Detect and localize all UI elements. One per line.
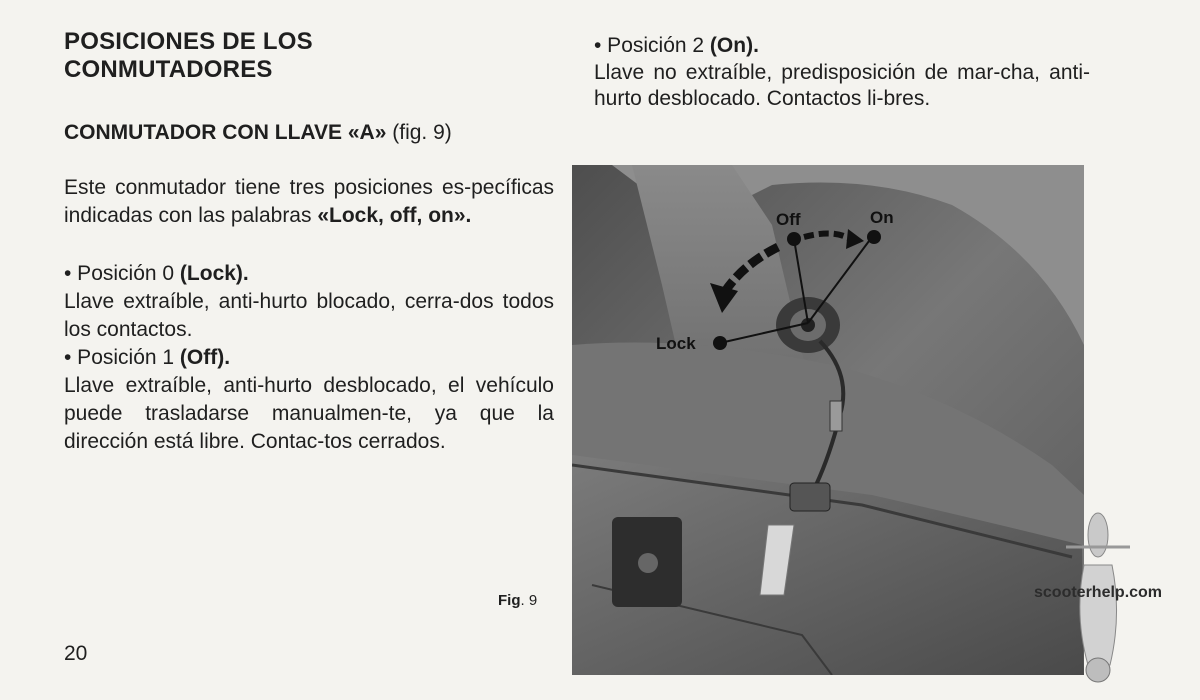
ignition-switch-illustration bbox=[572, 165, 1084, 675]
position-1-text: Llave extraíble, anti-hurto desblocado, el vehículo puede trasladarse manualmen-te, ya que la dirección está libre. Contac-tos cerrados. bbox=[64, 374, 554, 453]
lock-position-dot bbox=[713, 336, 727, 350]
position-2-heading: • Posición 2 (On). bbox=[594, 34, 759, 57]
figure-caption: Fig. 9 bbox=[498, 592, 538, 609]
position-1-heading: • Posición 1 (Off). bbox=[64, 346, 231, 369]
left-column bbox=[64, 28, 554, 456]
right-column bbox=[594, 32, 1090, 112]
on-position-dot bbox=[867, 230, 881, 244]
position-0-heading: • Posición 0 (Lock). bbox=[64, 262, 249, 285]
position-2-text: Llave no extraíble, predisposición de mar-cha, anti-hurto desblocado. Contactos li-bres. bbox=[594, 61, 1090, 110]
section-heading: POSICIONES DE LOS CONMUTADORES bbox=[64, 28, 313, 83]
watermark-text: scooterhelp.com bbox=[1034, 584, 1163, 601]
position-0-text: Llave extraíble, anti-hurto blocado, cerra-dos todos los contactos. bbox=[64, 290, 554, 341]
on-label: On bbox=[870, 208, 894, 227]
figure-reference: (fig. 9) bbox=[392, 121, 452, 144]
off-position-dot bbox=[787, 232, 801, 246]
intro-paragraph: Este conmutador tiene tres posiciones es-pecíficas indicadas con las palabras «Lock, off, on». bbox=[64, 176, 554, 227]
figure-9-photo bbox=[572, 165, 1084, 675]
subsection-heading: CONMUTADOR CON LLAVE «A» (fig. 9) bbox=[64, 121, 452, 144]
off-label: Off bbox=[776, 210, 801, 229]
lock-label: Lock bbox=[656, 334, 696, 353]
page-number: 20 bbox=[64, 642, 88, 665]
